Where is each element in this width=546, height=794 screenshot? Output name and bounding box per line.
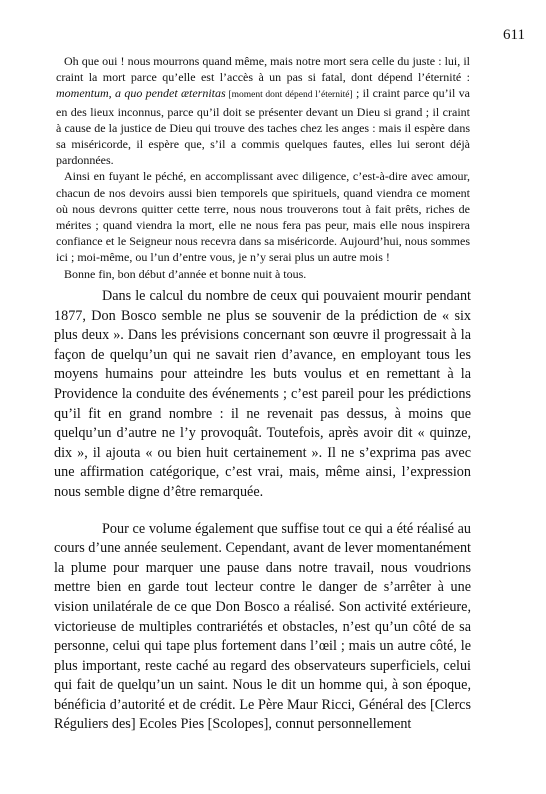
main-text <box>54 287 471 735</box>
page-number: 611 <box>503 27 525 43</box>
quote-paragraph-1 <box>56 53 470 168</box>
latin-phrase: momentum, a quo pendet æternitas <box>56 86 226 101</box>
quote-paragraph-1-text-a: Oh que oui ! nous mourrons quand même, mais notre mort sera celle du juste : lui, il craint la mort parce qu’elle est l’accès à un pas si fatal, dont dépend l’éternité : <box>56 54 470 85</box>
quoted-speech <box>56 53 470 282</box>
body-paragraph-1: Dans le calcul du nombre de ceux qui pouvaient mourir pendant 1877, Don Bosco semble ne plus se souvenir de la prédiction de « six plus deux ». Dans les prévisions concernant son œuvre il progressait à la façon de quelqu’un qui ne savait rien d’avance, en employant tous les moyens humains pour atteindre les buts voulus et en remettant à la Providence la conduite des événements ; c’est pareil pour les prédictions qu’il fit en grand nombre : il ne revenait pas dessus, à moins que quelqu’un d’autre ne l’y provoquât. Toutefois, après avoir dit « quinze, dix », il ajouta « ou bien huit certainement ». Il ne s’exprima pas avec une affirmation catégorique, c’est vrai, mais, même ainsi, l’expression nous semble digne d’être remarquée. <box>54 288 471 500</box>
quote-paragraph-2: Ainsi en fuyant le péché, en accomplissant avec diligence, c’est-à-dire avec amour, chacun de nos devoirs aussi bien temporels que spirituels, quand viendra ce moment où nous devrons quitter cette terre, nous nous trouverons tout à fait prêts, riches de mérites ; quand viendra la mort, elle ne nous fera pas peur, mais elle nous inspirera confiance et le Seigneur nous recevra dans sa miséricorde. Aujourd’hui, nous sommes ici ; moi-même, ou l’un d’entre vous, je n’y serai plus un autre mois ! <box>56 169 470 265</box>
translation-note: [moment dont dépend l’éternité] <box>225 90 353 101</box>
body-paragraph-2: Pour ce volume également que suffise tout ce qui a été réalisé au cours d’une année seulement. Cependant, avant de lever momentanément la plume pour marquer une pause dans notre travail, nous voudrions mettre bien en garde tout lecteur contre le danger de s’arrêter à une vision unilatérale de ce que Don Bosco a réalisé. Son activité extérieure, victorieuse de multiples contrariétés et obstacles, n’est qu’un côté de sa personne, celui qui tape plus fortement dans l’œil ; mais un autre côté, le plus important, reste caché au regard des observateurs superficiels, celui qui fait de quelqu’un un saint. Nous le dit un homme qui, à son époque, bénéficia d’autorité et de crédit. Le Père Maur Ricci, Général des [Clercs Réguliers des] Ecoles Pies [Scolopes], connut personnellement <box>54 520 471 733</box>
quote-paragraph-3: Bonne fin, bon début d’année et bonne nuit à tous. <box>64 266 307 281</box>
quote-paragraph-1-text-b: ; il craint parce qu’il va en des lieux inconnus, parce qu’il doit se présenter devant un Dieu si grand ; il craint à cause de la justice de Dieu qui trouve des taches chez les anges : mais il espère dans sa miséricorde, il espère que, s’il a commis quelques fautes, elles lui seront déjà pardonnées. <box>56 86 470 168</box>
